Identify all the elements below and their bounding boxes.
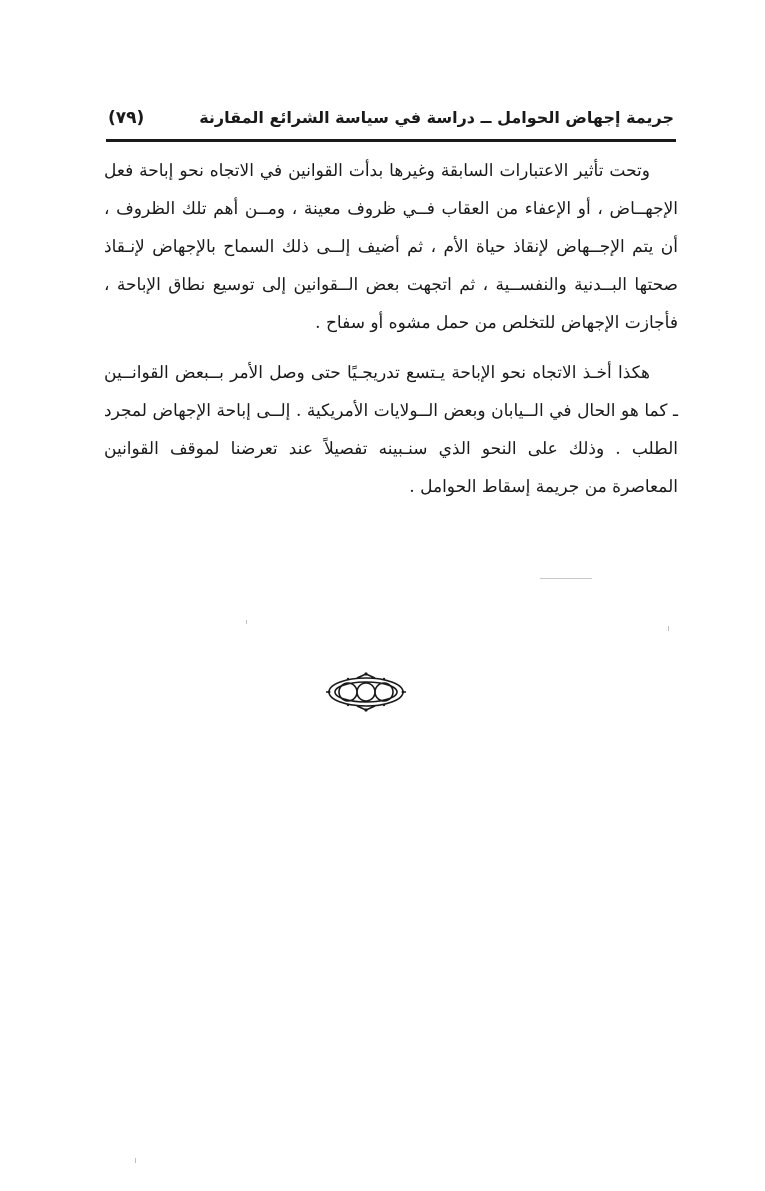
paper-speck (540, 578, 592, 579)
ornament-icon (326, 672, 406, 712)
paper-speck (246, 620, 247, 624)
paper-speck (668, 626, 669, 631)
paragraph-2: هكذا أخـذ الاتجاه نحو الإباحة يـتسع تدريجـيًا حتى وصل الأمر بــبعض القوانــين ـ كما هو الحال في الــيابان وبعض الــولايات الأمريكية . إلــى إباحة الإجهاض لمجرد الطلب . وذلك على النحو الذي سنـبينه تفصيلاً عند تعرضنا لموقف القوانين المعاصرة من جريمة إسقاط الحوامل . (104, 363, 678, 497)
header-divider-rule (106, 139, 676, 142)
page-body (104, 152, 678, 506)
page-number: (٧٩) (108, 108, 145, 128)
paper-speck (135, 1158, 136, 1163)
paragraph-1: وتحت تأثير الاعتبارات السابقة وغيرها بدأت القوانين في الاتجاه نحو إباحة فعل الإجهــاض ، أو الإعفاء من العقاب فــي ظروف معينة ، ومــن أهم تلك الظروف ، أن يتم الإجــهاض لإنقاذ حياة الأم ، ثم أضيف إلــى ذلك السماح بالإجهاض لإنـقاذ صحتها البــدنية والنفســية ، ثم اتجهت بعض الــقوانين إلى توسيع نطاق الإباحة ، فأجازت الإجهاض للتخلص من حمل مشوه أو سفاح . (104, 161, 678, 333)
running-header-title: جريمة إجهاض الحوامل ــ دراسة في سياسة الشرائع المقارنة (199, 108, 674, 127)
running-header (108, 104, 674, 140)
